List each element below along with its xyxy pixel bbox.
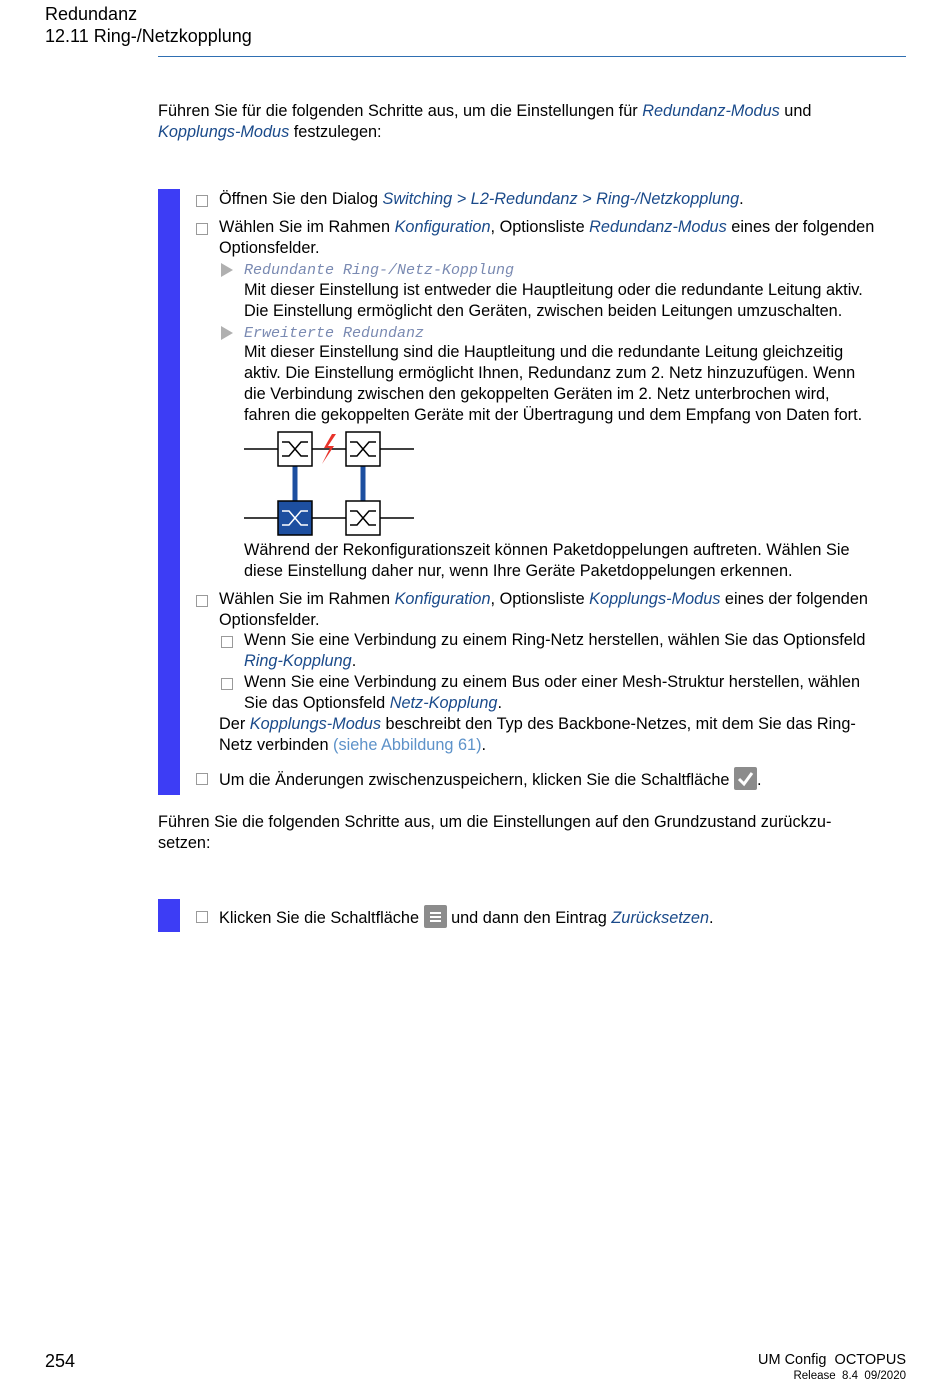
checkbox-icon: [221, 678, 233, 690]
netz-kopplung-link[interactable]: Netz-Kopplung: [389, 694, 498, 712]
dialog-path-link[interactable]: Switching > L2-Redundanz > Ring-/Netzkopplung: [382, 190, 740, 208]
switch-icon: [278, 432, 312, 466]
option-note: Während der Rekonfigurationszeit können Paketdoppelungen auftreten. Wählen Sie: [244, 541, 850, 559]
document-title: UM Config OCTOPUS: [758, 1352, 906, 1368]
step-block-marker: [158, 899, 180, 932]
figure-reference-link[interactable]: (siehe Abbildung 61): [333, 736, 482, 754]
option-description: Mit dieser Einstellung sind die Hauptleitung und die redundante Leitung gleichzeitig: [244, 343, 844, 361]
substep-text: Ring-Kopplung.: [244, 652, 357, 670]
checkbox-icon: [196, 911, 208, 923]
option-description: Mit dieser Einstellung ist entweder die Hauptleitung oder die redundante Leitung aktiv.: [244, 281, 863, 299]
checkbox-icon: [196, 195, 208, 207]
switch-active-icon: [278, 501, 312, 535]
checkbox-icon: [196, 595, 208, 607]
coupling-mode-note: Netz verbinden (siehe Abbildung 61).: [219, 736, 487, 754]
step-save: Um die Änderungen zwischenzuspeichern, klicken Sie die Schaltfläche .: [219, 767, 761, 791]
substep-net-coupling: Wenn Sie eine Verbindung zu einem Bus oder einer Mesh-Struktur herstellen, wählen: [244, 673, 861, 691]
intro-text: und: [779, 102, 812, 120]
option-description: die Verbindung zwischen den gekoppelten Geräten im 2. Netz unterbrochen wird,: [244, 385, 830, 403]
coupling-diagram: [240, 428, 420, 540]
konfiguration-link[interactable]: Konfiguration: [394, 590, 491, 608]
chapter-title: Redundanz: [45, 4, 138, 24]
ring-kopplung-link[interactable]: Ring-Kopplung: [244, 652, 352, 670]
coupling-mode-note: Der Kopplungs-Modus beschreibt den Typ des Backbone-Netzes, mit dem Sie das Ring-: [219, 715, 856, 733]
switch-icon: [346, 501, 380, 535]
checkmark-icon[interactable]: [734, 767, 757, 790]
kopplungs-modus-list-link[interactable]: Kopplungs-Modus: [589, 590, 721, 608]
option-redundante-kopplung: Redundante Ring-/Netz-Kopplung: [244, 262, 515, 279]
triangle-bullet-icon: [221, 263, 233, 277]
option-description: aktiv. Die Einstellung ermöglicht Ihnen, Redundanz zum 2. Netz hinzuzufügen. Wenn: [244, 364, 856, 382]
intro-paragraph-1: [158, 101, 878, 143]
section-title: 12.11 Ring-/Netzkopplung: [45, 26, 252, 46]
redundanz-modus-link[interactable]: Redundanz-Modus: [642, 102, 780, 120]
step-open-dialog: Öffnen Sie den Dialog Switching > L2-Redundanz > Ring-/Netzkopplung.: [219, 190, 744, 208]
checkbox-icon: [221, 636, 233, 648]
step-reset: Klicken Sie die Schaltfläche und dann den Eintrag Zurücksetzen.: [219, 905, 714, 929]
option-description: fahren die gekoppelten Geräte mit der Übertragung und dem Empfang von Daten fort.: [244, 406, 863, 424]
option-erweiterte-redundanz: Erweiterte Redundanz: [244, 325, 425, 342]
kopplungs-modus-link[interactable]: Kopplungs-Modus: [249, 715, 382, 733]
substep-text: Sie das Optionsfeld Netz-Kopplung.: [244, 694, 502, 712]
konfiguration-link[interactable]: Konfiguration: [394, 218, 491, 236]
zuruecksetzen-link[interactable]: Zurücksetzen: [611, 909, 710, 927]
substep-ring-coupling: Wenn Sie eine Verbindung zu einem Ring-Netz herstellen, wählen Sie das Optionsfeld: [244, 631, 866, 649]
triangle-bullet-icon: [221, 326, 233, 340]
step-coupling-mode: Wählen Sie im Rahmen Konfiguration, Optionsliste Kopplungs-Modus eines der folgenden: [219, 590, 868, 608]
menu-icon[interactable]: [424, 905, 447, 928]
redundanz-modus-list-link[interactable]: Redundanz-Modus: [589, 218, 727, 236]
step-redundancy-mode: Wählen Sie im Rahmen Konfiguration, Optionsliste Redundanz-Modus eines der folgenden: [219, 218, 875, 236]
kopplungs-modus-link[interactable]: Kopplungs-Modus: [158, 123, 290, 141]
switch-icon: [346, 432, 380, 466]
option-description: Die Einstellung ermöglicht den Geräten, zwischen beiden Leitungen umzuschalten.: [244, 302, 843, 320]
intro-text: festzulegen:: [289, 123, 382, 141]
intro-text: Führen Sie für die folgenden Schritte aus, um die Einstellungen für: [158, 102, 643, 120]
step-text: Optionsfelder.: [219, 239, 320, 257]
intro-paragraph-2: Führen Sie die folgenden Schritte aus, um die Einstellungen auf den Grundzustand zurückzu- setzen:: [158, 813, 832, 852]
checkbox-icon: [196, 223, 208, 235]
checkbox-icon: [196, 773, 208, 785]
header-rule: [158, 56, 906, 57]
step-block-marker: [158, 189, 180, 795]
release-info: Release 8.4 09/2020: [793, 1370, 906, 1382]
page-number: 254: [45, 1351, 76, 1371]
option-note: diese Einstellung daher nur, wenn Ihre Geräte Paketdoppelungen erkennen.: [244, 562, 793, 580]
step-text: Optionsfelder.: [219, 611, 320, 629]
